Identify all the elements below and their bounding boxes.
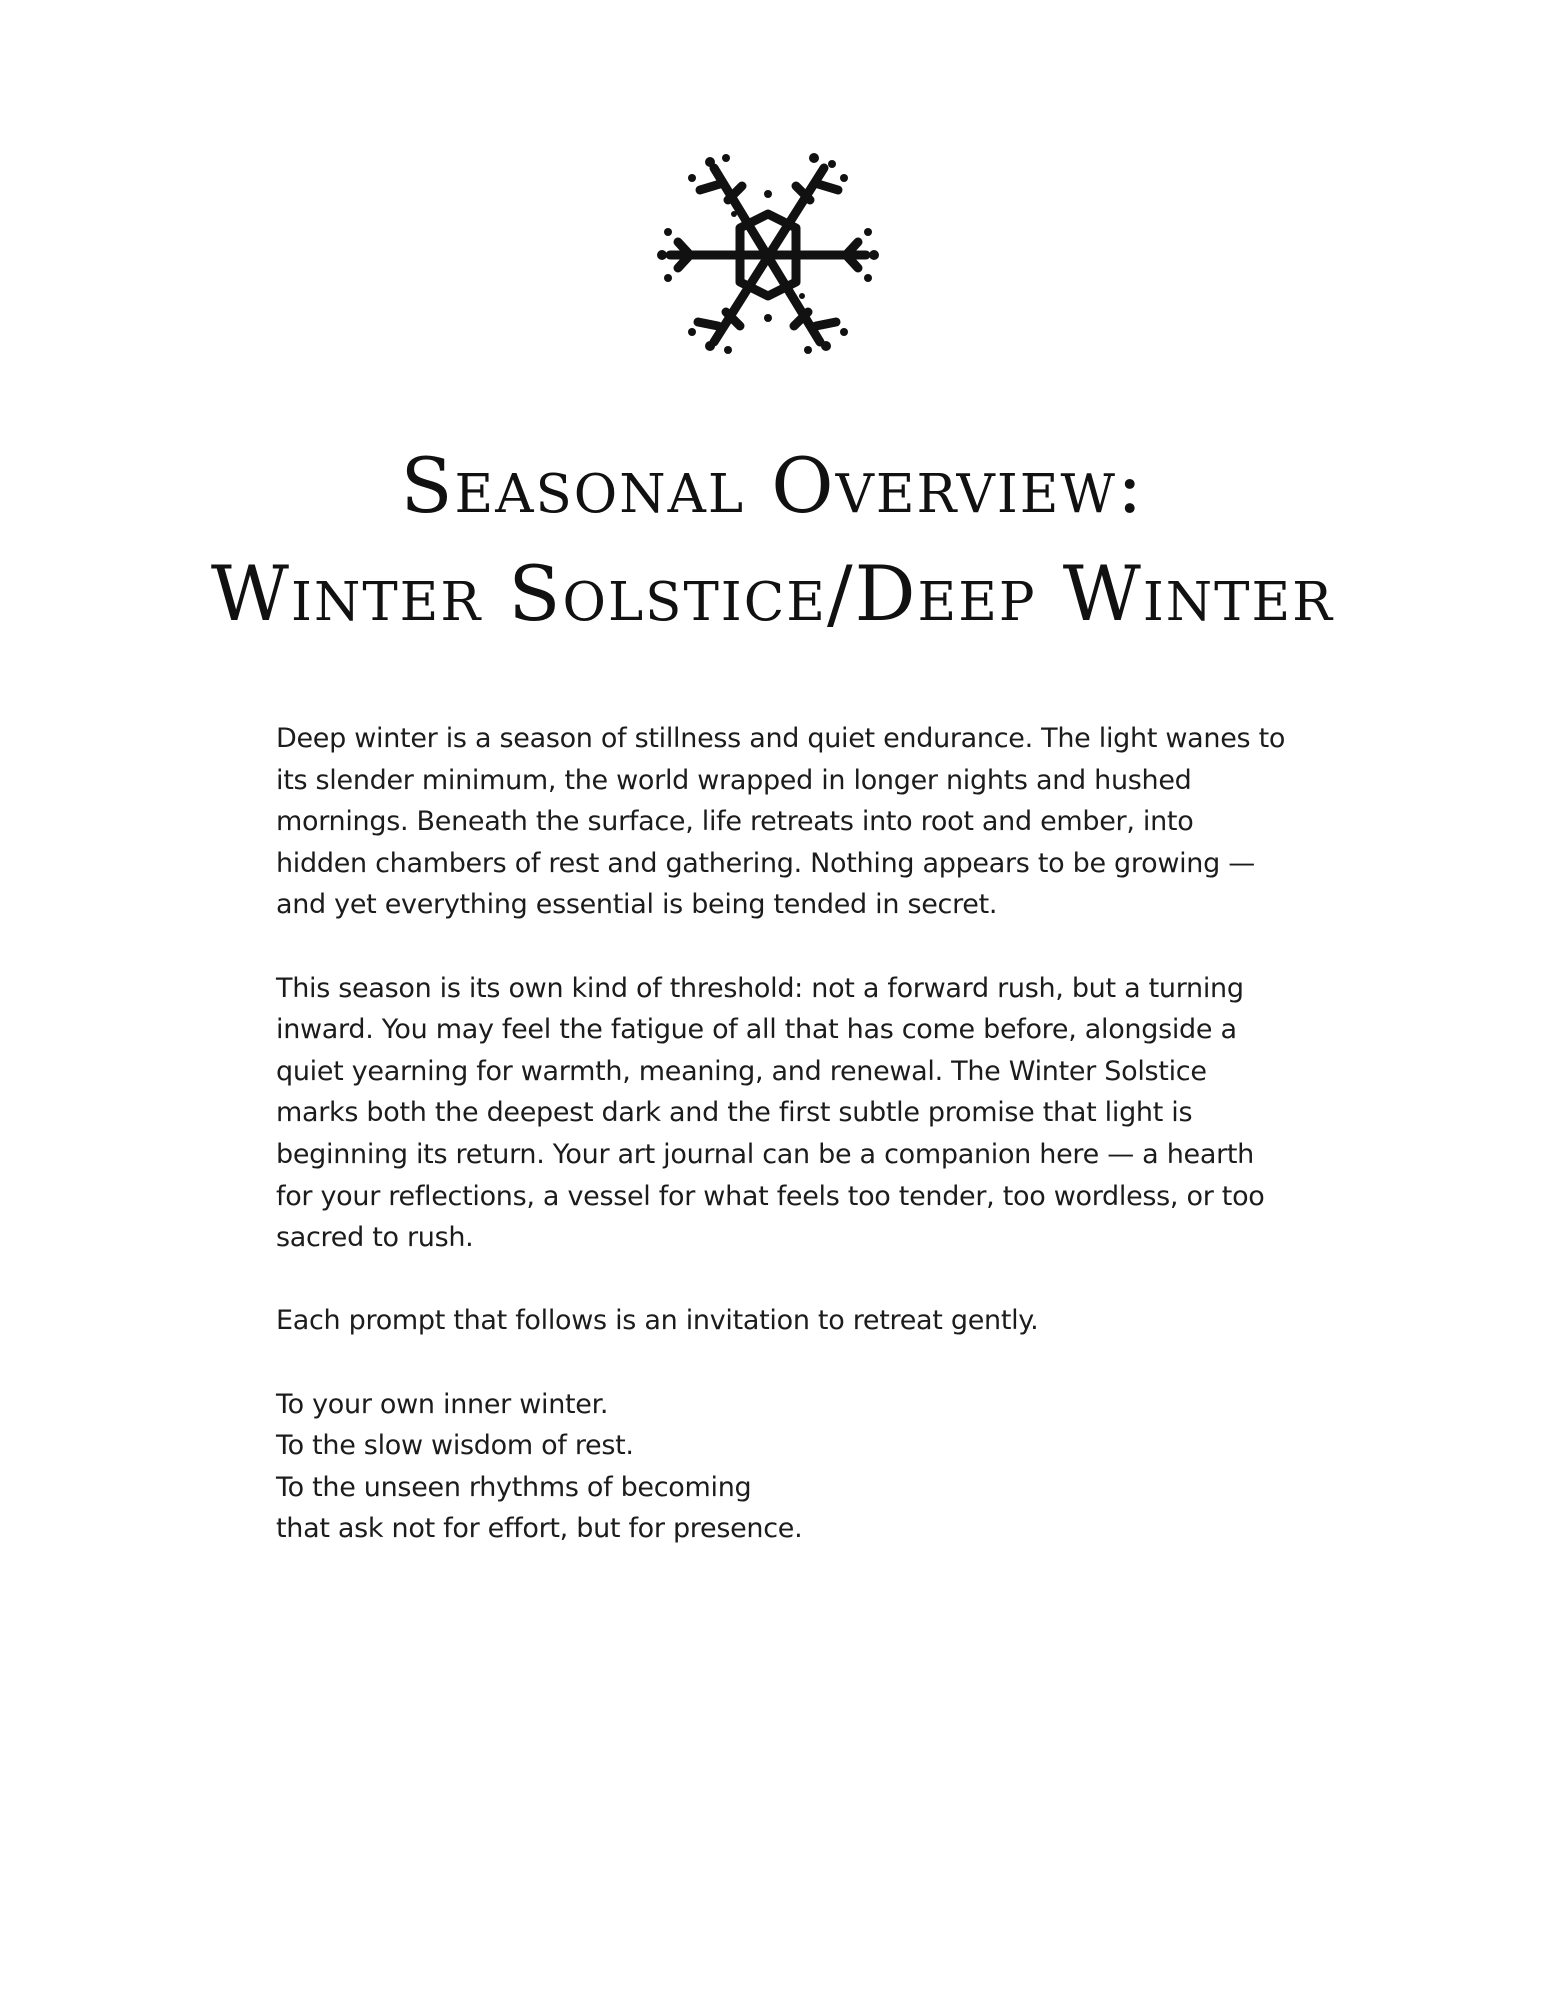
poem-line: To your own inner winter. bbox=[276, 1388, 609, 1420]
page-title bbox=[0, 432, 1545, 648]
poem-line: To the slow wisdom of rest. bbox=[276, 1430, 634, 1462]
title-line-1: Seasonal Overview: bbox=[400, 441, 1145, 530]
paragraph-invitation: Each prompt that follows is an invitation to retreat gently. bbox=[276, 1305, 1039, 1337]
closing-poem bbox=[276, 1384, 1286, 1550]
overview-body bbox=[276, 718, 1286, 1591]
poem-line: To the unseen rhythms of becoming bbox=[276, 1471, 752, 1503]
paragraph-threshold: This season is its own kind of threshold: not a forward rush, but a turning inward. You may feel the fatigue of all that has come before, alongside a quiet yearning for warmth, meaning, and renewal. The Winter Solstice marks both the deepest dark and the first subtle promise that light is beginning its return. Your art journal can be a companion here — a hearth for your reflections, a vessel for what feels too tender, too wordless, or too sacred to rush. bbox=[276, 972, 1265, 1254]
snowflake-icon bbox=[648, 150, 888, 360]
title-line-2: Winter Solstice/Deep Winter bbox=[210, 549, 1335, 638]
poem-line: that ask not for effort, but for presence. bbox=[276, 1513, 803, 1545]
paragraph-intro: Deep winter is a season of stillness and quiet endurance. The light wanes to its slender minimum, the world wrapped in longer nights and hushed mornings. Beneath the surface, life retreats into root and ember, into hidden chambers of rest and gathering. Nothing appears to be growing — and yet everything essential is being tended in secret. bbox=[276, 723, 1286, 921]
snowflake-emblem bbox=[648, 150, 888, 360]
